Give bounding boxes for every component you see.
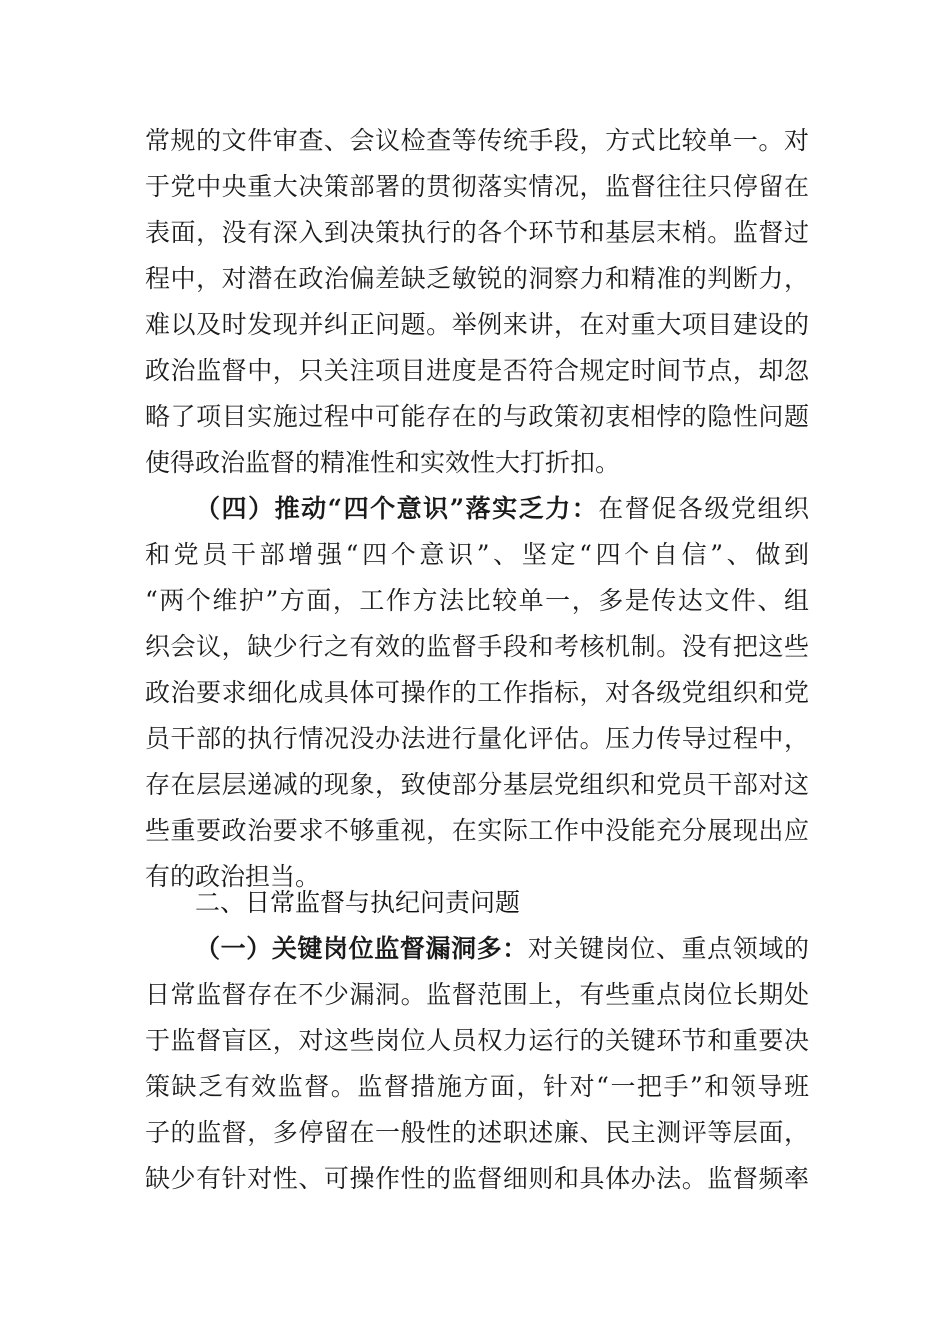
paragraph-first-line (195, 486, 809, 532)
paragraph-line: “两个维护”方面，工作方法比较单一，多是传达文件、组 (145, 586, 809, 615)
paragraph-line: 使得政治监督的精准性和实效性大打折扣。 (145, 448, 621, 477)
paragraph-line: 于党中央重大决策部署的贯彻落实情况，监督往往只停留在 (145, 172, 809, 201)
paragraph-line: 子的监督，多停留在一般性的述职述廉、民主测评等层面， (145, 1118, 809, 1147)
paragraph-line: 和党员干部增强“四个意识”、坚定“四个自信”、做到 (145, 540, 809, 569)
paragraph-line: 难以及时发现并纠正问题。举例来讲，在对重大项目建设的 (145, 310, 809, 339)
paragraph-line: 缺少有针对性、可操作性的监督细则和具体办法。监督频率 (145, 1164, 809, 1193)
paragraph-line: 政治监督中，只关注项目进度是否符合规定时间节点，却忽 (145, 356, 809, 385)
section-heading: 二、日常监督与执纪问责问题 (195, 888, 521, 917)
paragraph-line: 日常监督存在不少漏洞。监督范围上，有些重点岗位长期处 (145, 980, 809, 1009)
paragraph-line: 表面，没有深入到决策执行的各个环节和基层末梢。监督过 (145, 218, 809, 247)
paragraph-line: 员干部的执行情况没办法进行量化评估。压力传导过程中， (145, 724, 809, 753)
paragraph-first-text: 对关键岗位、重点领域的 (527, 934, 809, 963)
paragraph-line: 有的政治担当。 (145, 862, 321, 891)
paragraph-line: 略了项目实施过程中可能存在的与政策初衷相悖的隐性问题 (145, 402, 809, 431)
paragraph-first-text: 在督促各级党组织 (598, 494, 809, 523)
paragraph-lead-title: （四）推动“四个意识”落实乏力： (195, 494, 599, 523)
paragraph-lead-title: （一）关键岗位监督漏洞多： (195, 934, 528, 963)
paragraph-line: 程中，对潜在政治偏差缺乏敏锐的洞察力和精准的判断力， (145, 264, 809, 293)
paragraph-first-line (195, 926, 809, 972)
paragraph-line: 些重要政治要求不够重视，在实际工作中没能充分展现出应 (145, 816, 809, 845)
paragraph-line: 织会议，缺少行之有效的监督手段和考核机制。没有把这些 (145, 632, 809, 661)
paragraph-line: 于监督盲区，对这些岗位人员权力运行的关键环节和重要决 (145, 1026, 809, 1055)
paragraph-line: 策缺乏有效监督。监督措施方面，针对“一把手”和领导班 (145, 1072, 809, 1101)
paragraph-line: 常规的文件审查、会议检查等传统手段，方式比较单一。对 (145, 126, 809, 155)
paragraph-line: 政治要求细化成具体可操作的工作指标，对各级党组织和党 (145, 678, 809, 707)
paragraph-line: 存在层层递减的现象，致使部分基层党组织和党员干部对这 (145, 770, 809, 799)
